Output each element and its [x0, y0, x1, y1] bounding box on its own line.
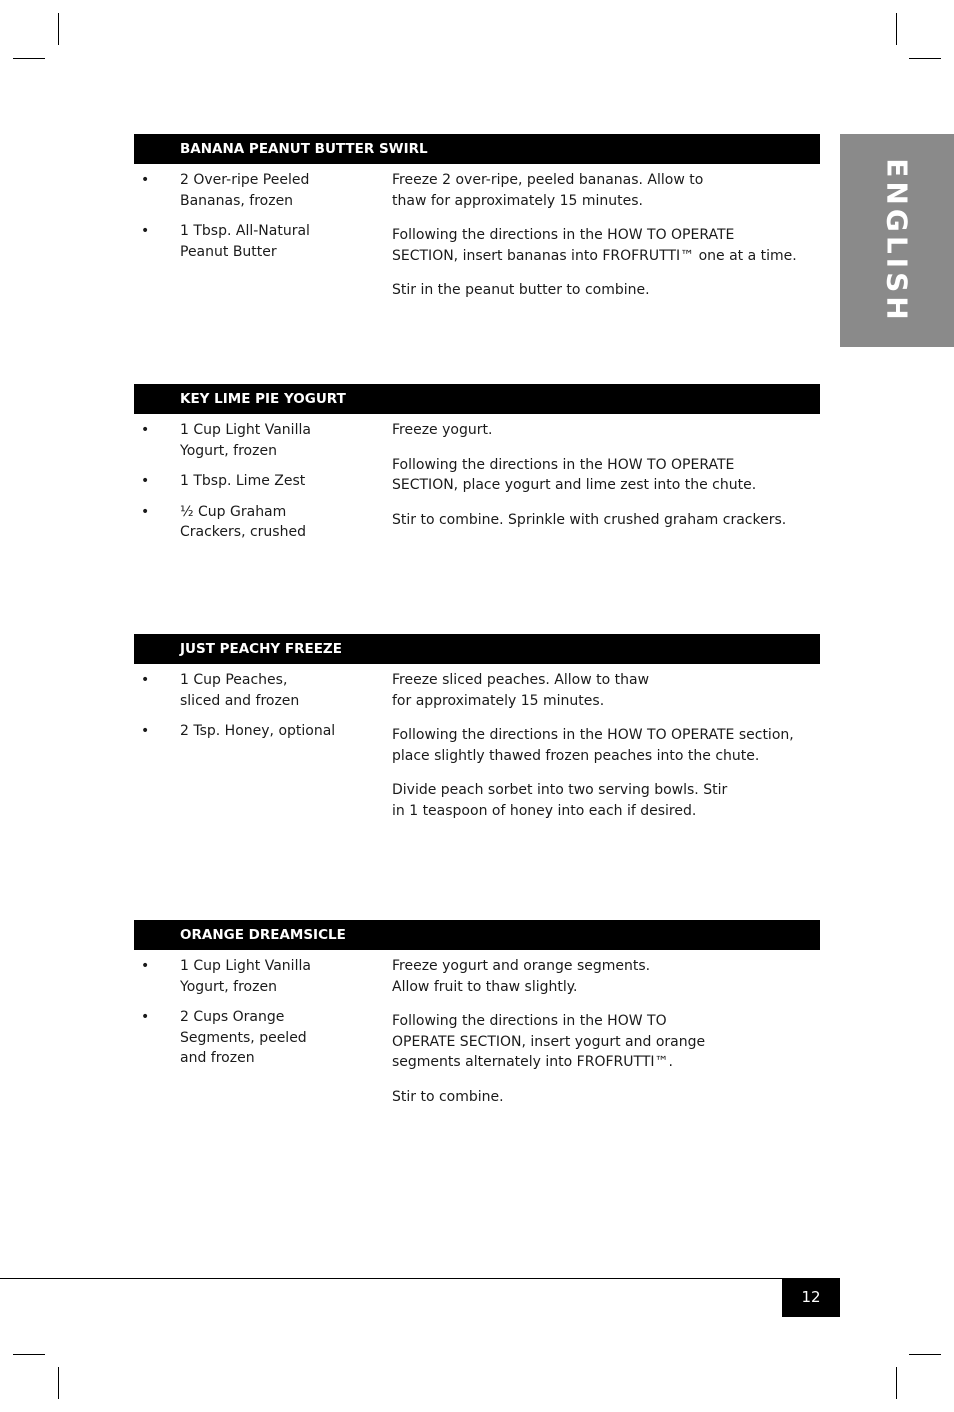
ingredient-item [134, 721, 364, 742]
direction-step: Following the directions in the HOW TO OPERATE section, place slightly thawed frozen peaches into the chute. [392, 727, 794, 764]
ingredient-item [134, 670, 364, 711]
bullet: • [141, 172, 150, 188]
ingredient-text: ½ Cup Graham Crackers, crushed [180, 503, 306, 540]
direction-step: Stir in the peanut butter to combine. [392, 282, 650, 298]
ingredient-item [134, 170, 364, 211]
recipe-banana-peanut-butter-swirl [134, 134, 820, 298]
recipe-title: BANANA PEANUT BUTTER SWIRL [134, 134, 820, 164]
language-tab-label: ENGLISH [880, 157, 914, 324]
ingredient-list [134, 170, 364, 272]
bullet: • [141, 223, 150, 239]
page-number: 12 [782, 1278, 840, 1317]
ingredient-list [134, 670, 364, 752]
directions [392, 420, 812, 544]
ingredient-item [134, 420, 364, 461]
direction-step: Following the directions in the HOW TO OPERATE SECTION, insert yogurt and orange segments alternately into FROFRUTTI™. [392, 1013, 706, 1070]
direction-step: Stir to combine. [392, 1088, 504, 1105]
bullet: • [141, 1009, 150, 1025]
bullet: • [141, 958, 150, 974]
ingredient-item [134, 956, 364, 997]
bullet: • [141, 503, 150, 520]
ingredient-text: 1 Tbsp. Lime Zest [180, 473, 306, 489]
direction-step: Freeze yogurt and orange segments. Allow fruit to thaw slightly. [392, 958, 651, 995]
ingredient-text: 1 Cup Light Vanilla Yogurt, frozen [180, 422, 311, 459]
recipe-title: KEY LIME PIE YOGURT [134, 384, 820, 414]
ingredient-text: 1 Cup Peaches, sliced and frozen [180, 672, 300, 709]
ingredient-text: 2 Tsp. Honey, optional [180, 723, 336, 739]
crop-mark [58, 13, 59, 45]
ingredient-list [134, 420, 364, 553]
crop-mark [13, 58, 45, 59]
ingredient-text: 1 Tbsp. All-Natural Peanut Butter [180, 223, 310, 260]
crop-mark [896, 1367, 897, 1399]
bullet: • [141, 723, 150, 739]
direction-step: Freeze sliced peaches. Allow to thaw for approximately 15 minutes. [392, 672, 650, 709]
crop-mark [896, 13, 897, 45]
bullet: • [141, 473, 150, 489]
language-tab [840, 134, 954, 347]
ingredient-item [134, 221, 364, 262]
directions [392, 670, 812, 835]
ingredient-text: 1 Cup Light Vanilla Yogurt, frozen [180, 958, 311, 995]
direction-step: Freeze yogurt. [392, 422, 493, 438]
directions [392, 956, 812, 1121]
crop-mark [909, 58, 941, 59]
direction-step: Stir to combine. Sprinkle with crushed graham crackers. [392, 511, 787, 528]
direction-step: Freeze 2 over-ripe, peeled bananas. Allow to thaw for approximately 15 minutes. [392, 172, 704, 209]
ingredient-item [134, 1007, 364, 1069]
ingredient-item [134, 471, 364, 492]
ingredient-text: 2 Cups Orange Segments, peeled and frozen [180, 1009, 307, 1066]
recipe-title: ORANGE DREAMSICLE [134, 920, 820, 950]
footer-rule [0, 1278, 782, 1279]
bullet: • [141, 672, 150, 688]
recipe-title: JUST PEACHY FREEZE [134, 634, 820, 664]
direction-step: Divide peach sorbet into two serving bowls. Stir in 1 teaspoon of honey into each if desired. [392, 782, 728, 819]
direction-step: Following the directions in the HOW TO OPERATE SECTION, insert bananas into FROFRUTTI™ one at a time. [392, 227, 797, 264]
bullet: • [141, 422, 150, 438]
recipe-orange-dreamsicle [134, 920, 820, 1105]
recipe-just-peachy-freeze [134, 634, 820, 819]
crop-mark [58, 1367, 59, 1399]
ingredient-item [134, 502, 364, 543]
ingredient-list [134, 956, 364, 1079]
crop-mark [13, 1354, 45, 1355]
ingredient-text: 2 Over-ripe Peeled Bananas, frozen [180, 172, 310, 209]
crop-mark [909, 1354, 941, 1355]
recipe-key-lime-pie-yogurt [134, 384, 820, 540]
direction-step: Following the directions in the HOW TO OPERATE SECTION, place yogurt and lime zest into the chute. [392, 456, 757, 493]
directions [392, 170, 812, 315]
